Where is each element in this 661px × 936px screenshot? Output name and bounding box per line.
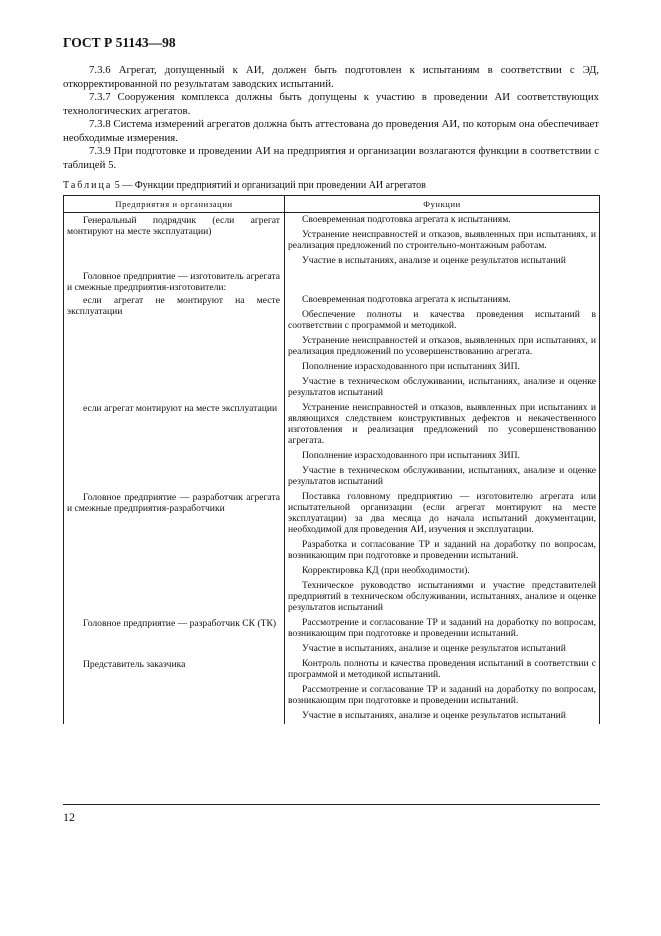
- function-item: Разработка и согласование ТР и заданий на доработку по вопросам, возникающим при подготовке и проведении испытаний.: [288, 539, 596, 561]
- function-item: Участие в испытаниях, анализе и оценке результатов испытаний: [302, 643, 566, 654]
- table-header-row: [64, 196, 600, 213]
- organization-name: Головное предприятие — разработчик СК (ТК): [83, 618, 277, 629]
- paragraph-number: 7.3.6: [89, 64, 111, 76]
- function-item: Устранение неисправностей и отказов, выявленных при испытаниях, и реализация предложений по усовершенствованию агрегата.: [288, 335, 596, 357]
- function-item: Участие в техническом обслуживании, испытаниях, анализе и оценке результатов испытаний: [288, 465, 596, 487]
- function-item: Поставка головному предприятию — изготовителю агрегата или испытательной организации (если агрегат монтируют на месте эксплуатации) за два месяца до начала испытаний документации, необходимой для проведения АИ, изучения и эксплуатации.: [288, 491, 596, 535]
- paragraph-text: Агрегат, допущенный к АИ, должен быть подготовлен к испытаниям в соответствии с ЭД, откорректированной по результатам заводских испытаний.: [63, 64, 600, 90]
- paragraph-7-3-8: [63, 118, 599, 145]
- organization-name: Генеральный подрядчик (если агрегат монтируют на месте эксплуатации): [67, 215, 280, 237]
- functions-cell: [285, 213, 600, 270]
- functions-cell: [285, 293, 600, 401]
- paragraph-7-3-9: [63, 145, 599, 172]
- function-item: Участие в техническом обслуживании, испытаниях, анализе и оценке результатов испытаний: [288, 376, 596, 398]
- functions-cell: [285, 269, 600, 293]
- paragraph-7-3-6: [63, 64, 599, 91]
- organization-cell: [64, 269, 285, 293]
- paragraph-text: Система измерений агрегатов должна быть аттестована до проведения АИ, по которым она обеспечивает необходимые измерения.: [63, 118, 599, 144]
- table-caption: [63, 180, 426, 191]
- organization-name: Представитель заказчика: [83, 659, 186, 670]
- function-item: Рассмотрение и согласование ТР и заданий на доработку по вопросам, возникающим при подготовке и проведении испытаний.: [288, 617, 596, 639]
- table-caption-prefix: Таблица: [63, 180, 113, 191]
- functions-cell: [285, 401, 600, 490]
- function-item: Устранение неисправностей и отказов, выявленных при испытаниях и являющихся следствием конструктивных дефектов и некачественного изготовления и реализация предложений по усовершенствованию агрегата.: [288, 402, 596, 446]
- function-item: Своевременная подготовка агрегата к испытаниям.: [302, 294, 511, 305]
- paragraph-number: 7.3.8: [89, 118, 111, 130]
- function-item: Участие в испытаниях, анализе и оценке результатов испытаний: [302, 710, 566, 721]
- table-row: [64, 213, 600, 270]
- functions-table: [63, 195, 600, 724]
- function-item: Пополнение израсходованного при испытаниях ЗИП.: [302, 450, 520, 461]
- page-number: 12: [63, 810, 75, 824]
- functions-cell: [285, 616, 600, 657]
- paragraph-7-3-7: [63, 91, 599, 118]
- function-item: Корректировка КД (при необходимости).: [302, 565, 470, 576]
- organization-cell: [64, 213, 285, 270]
- organization-name: Головное предприятие — изготовитель агрегата и смежные предприятия-изготовители:: [67, 271, 280, 293]
- organization-name: если агрегат не монтируют на месте эксплуатации: [67, 295, 280, 317]
- table-row: [64, 401, 600, 490]
- table-bottom-rule: [63, 804, 600, 805]
- function-item: Устранение неисправностей и отказов, выявленных при испытаниях, и реализация предложений по строительно-монтажным работам.: [288, 229, 596, 251]
- function-item: Пополнение израсходованного при испытаниях ЗИП.: [302, 361, 520, 372]
- column-header-organizations: Предприятия и организации: [64, 196, 285, 213]
- functions-cell: [285, 657, 600, 724]
- function-item: Техническое руководство испытаниями и участие представителей предприятий в техническом обслуживании, испытаниях, анализе и оценке результатов испытаний: [288, 580, 596, 613]
- table-row: [64, 657, 600, 724]
- paragraph-text: При подготовке и проведении АИ на предприятия и организации возлагаются функции в соответствии с таблицей 5.: [63, 145, 599, 171]
- function-item: Рассмотрение и согласование ТР и заданий на доработку по вопросам, возникающим при подготовке и проведении испытаний.: [288, 684, 596, 706]
- function-item: Обеспечение полноты и качества проведения испытаний в соответствии с программой и методикой.: [288, 309, 596, 331]
- function-item: Участие в испытаниях, анализе и оценке результатов испытаний: [302, 255, 566, 266]
- paragraph-text: Сооружения комплекса должны быть допущены к участию в проведении АИ соответствующих технологических агрегатов.: [63, 91, 600, 117]
- function-item: Контроль полноты и качества проведения испытаний в соответствии с программой и методикой испытаний.: [288, 658, 596, 680]
- table-caption-text: 5 — Функции предприятий и организаций при проведении АИ агрегатов: [114, 180, 426, 191]
- table-row: [64, 490, 600, 616]
- organization-cell: [64, 490, 285, 616]
- document-header: ГОСТ Р 51143—98: [63, 35, 176, 50]
- organization-cell: [64, 657, 285, 724]
- table-row: [64, 269, 600, 293]
- column-header-functions: Функции: [285, 196, 600, 213]
- organization-name: Головное предприятие — разработчик агрегата и смежные предприятия-разработчики: [67, 492, 280, 514]
- table-row: [64, 293, 600, 401]
- paragraph-number: 7.3.7: [89, 91, 111, 103]
- table-row: [64, 616, 600, 657]
- organization-cell: [64, 616, 285, 657]
- organization-name: если агрегат монтируют на месте эксплуатации: [83, 403, 278, 414]
- functions-cell: [285, 490, 600, 616]
- function-item: Своевременная подготовка агрегата к испытаниям.: [302, 214, 511, 225]
- organization-cell: [64, 293, 285, 401]
- organization-cell: [64, 401, 285, 490]
- paragraph-number: 7.3.9: [89, 145, 111, 157]
